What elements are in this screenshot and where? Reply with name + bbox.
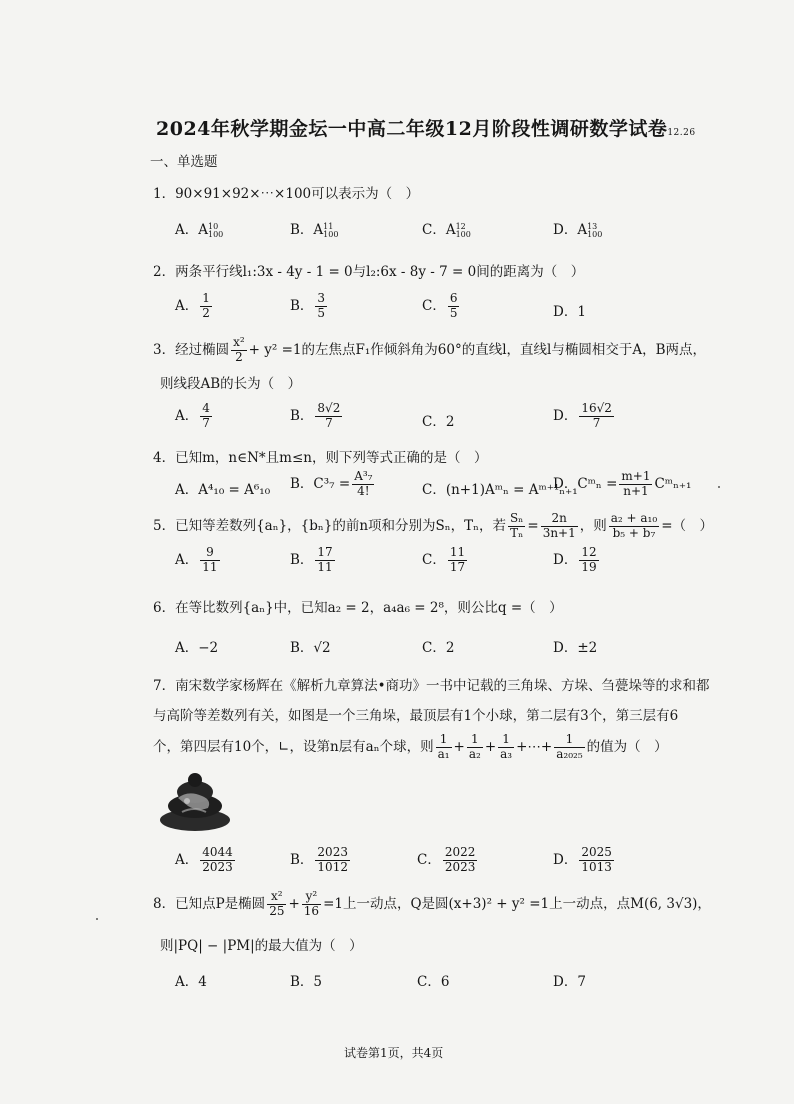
question-7-line-3: 个，第四层有10个，∟，设第n层有aₙ个球，则 $\frac{1}{\text{a₁}}$ + $\frac{1}{\text{a₂}}$ + $\frac{1}{\text{a₃}}$ +⋯+ $\frac{1}{\text{a₂₀₂₅}}$ 的值为（ ） [153,732,668,761]
exam-title: 2024年秋学期金坛一中高二年级12月阶段性调研数学试卷12.26 [156,118,696,140]
q6-option-b: B．√2 [290,640,331,656]
question-1-text: 1．90×91×92×⋯×100可以表示为（ ） [153,186,420,202]
q5-option-b: B． $\frac{17}{11}$ [290,545,333,574]
q1-option-b: B．A11 100 [290,222,339,239]
q7-option-a: A． $\frac{4044}{2023}$ [175,845,233,874]
question-3-line-1: 3．经过椭圆 $\frac{\text{x²}}{2}$ + y² =1的左焦点F₁作倾斜角为60°的直线l，直线l与椭圆相交于A，B两点， [153,335,707,364]
triangular-stack-image [158,772,232,832]
scan-speck [96,918,98,920]
q2-option-c: C． $\frac{6}{5}$ [422,291,458,320]
question-2-text: 2．两条平行线l₁:3x - 4y - 1 = 0与l₂:6x - 8y - 7 = 0间的距离为（ ） [153,264,585,280]
question-7-line-2: 与高阶等差数列有关，如图是一个三角垛，最顶层有1个小球，第二层有3个，第三层有6 [153,708,679,724]
q1-option-a: A．A10 100 [175,222,224,239]
q2-option-d: D．1 [553,304,586,320]
q8-option-d: D．7 [553,974,586,990]
q4-option-c: C．(n+1)Aᵐₙ = Aᵐ⁺¹ₙ₊₁ [422,482,578,498]
q3-option-d: D． $\frac{16√2}{7}$ [553,401,612,430]
page-footer: 试卷第1页，共4页 [344,1046,444,1060]
q3-option-c: C．2 [422,414,455,430]
exam-date: 12.26 [667,128,696,138]
q1-option-d: D．A13 100 [553,222,603,239]
question-7-line-1: 7．南宋数学家杨辉在《解析九章算法•商功》一书中记载的三角垛、方垛、刍甍垛等的求和都 [153,678,710,694]
question-5-text: 5．已知等差数列{aₙ}，{bₙ}的前n项和分别为Sₙ，Tₙ，若 $\frac{\text{Sₙ}}{\text{Tₙ}}$ = $\frac{2n}{3n+1}$ ，则 $\frac{\text{a₂ + a₁₀}}{\text{b₅ + b₇}}$ =（ ） [153,511,713,540]
q4-option-a: A．A⁴₁₀ = A⁶₁₀ [175,482,271,498]
q7-option-c: C． $\frac{2022}{2023}$ [417,845,476,874]
q6-option-a: A．−2 [175,640,219,656]
q8-option-c: C．6 [417,974,450,990]
q5-option-a: A． $\frac{9}{11}$ [175,545,218,574]
q5-option-c: C． $\frac{11}{17}$ [422,545,466,574]
q4-option-b: B．C³₇ = $\frac{\text{A³₇}}{4!}$ [290,469,373,498]
scan-speck [718,486,720,488]
q7-option-d: D． $\frac{2025}{1013}$ [553,845,612,874]
q4-option-d: D．Cᵐₙ = $\frac{m+1}{n+1}$ Cᵐₙ₊₁ [553,469,692,498]
q2-option-b: B． $\frac{3}{5}$ [290,291,326,320]
q8-option-b: B．5 [290,974,323,990]
q6-option-c: C．2 [422,640,455,656]
q3-option-a: A． $\frac{4}{7}$ [175,401,210,430]
q7-option-b: B． $\frac{2023}{1012}$ [290,845,348,874]
question-4-text: 4．已知m，n∈N*且m≤n，则下列等式正确的是（ ） [153,450,488,466]
q8-option-a: A．4 [175,974,207,990]
question-6-text: 6．在等比数列{aₙ}中，已知a₂ = 2，a₄a₆ = 2⁸，则公比q =（ ） [153,600,563,616]
q1-option-c: C．A12 100 [422,222,471,239]
question-8-line-1: 8．已知点P是椭圆 $\frac{\text{x²}}{25}$ + $\frac{\text{y²}}{16}$ =1上一动点，Q是圆(x+3)² + y² =1上一动点，点M(6, 3√3)， [153,889,711,918]
section-heading: 一、单选题 [150,154,218,170]
q3-option-b: B． $\frac{8√2}{7}$ [290,401,341,430]
question-3-line-2: 则线段AB的长为（ ） [160,376,302,392]
q5-option-d: D． $\frac{12}{19}$ [553,545,597,574]
q6-option-d: D．±2 [553,640,598,656]
question-8-line-2: 则|PQ| − |PM|的最大值为（ ） [160,938,363,954]
q2-option-a: A． $\frac{1}{2}$ [175,291,210,320]
